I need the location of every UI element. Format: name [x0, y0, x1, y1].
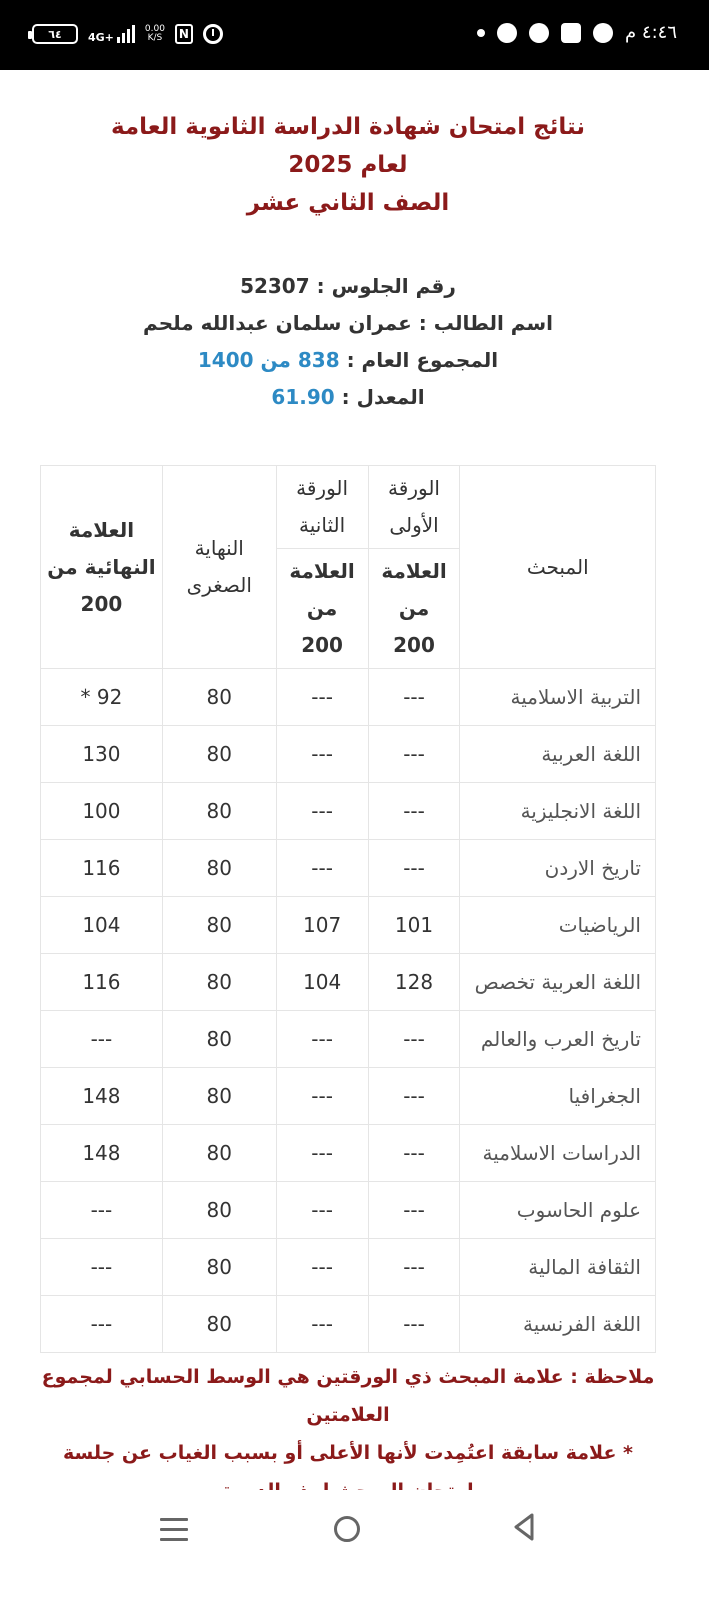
- status-bar-left: [32, 24, 223, 44]
- paper1-cell: ---: [368, 1068, 460, 1125]
- table-row: [41, 1296, 656, 1353]
- navigation-bar: [0, 1490, 709, 1600]
- recents-icon[interactable]: [160, 1518, 188, 1548]
- nfc-icon: N: [175, 24, 193, 44]
- dot-icon: [477, 29, 485, 37]
- paper2-cell: ---: [276, 783, 368, 840]
- paper1-cell: ---: [368, 1239, 460, 1296]
- messages-icon: [529, 23, 549, 43]
- table-row: [41, 669, 656, 726]
- note-previous-mark: * علامة سابقة اعتُمِدت لأنها الأعلى أو بسبب الغياب عن جلسة: [63, 1442, 633, 1464]
- paper2-mark-header: العلامة من 200: [276, 549, 368, 669]
- results-content: [40, 108, 656, 416]
- final-mark-cell: ---: [41, 1182, 163, 1239]
- subject-cell: اللغة الانجليزية: [460, 783, 656, 840]
- table-header: [41, 466, 656, 669]
- minimum-cell: 80: [162, 840, 276, 897]
- subject-cell: التربية الاسلامية: [460, 669, 656, 726]
- total-value: 838: [297, 348, 340, 372]
- table-body: [41, 669, 656, 1353]
- student-info: [40, 268, 656, 416]
- final-mark-cell: 116: [41, 840, 163, 897]
- battery-level: ٦٤: [48, 27, 62, 41]
- paper2-cell: 107: [276, 897, 368, 954]
- student-name: عمران سلمان عبدالله ملحم: [143, 311, 412, 335]
- paper1-cell: ---: [368, 840, 460, 897]
- minimum-cell: 80: [162, 1125, 276, 1182]
- student-name-label: اسم الطالب :: [411, 311, 553, 335]
- final-mark-cell: 104: [41, 897, 163, 954]
- paper1-cell: ---: [368, 669, 460, 726]
- final-mark-cell: 148: [41, 1068, 163, 1125]
- paper2-cell: 104: [276, 954, 368, 1011]
- subject-cell: اللغة الفرنسية: [460, 1296, 656, 1353]
- note-average: ملاحظة : علامة المبحث ذي الورقتين هي الوسط الحسابي لمجموع العلامتين: [41, 1366, 655, 1426]
- clock: ٤:٤٦ م: [625, 22, 677, 43]
- subject-cell: تاريخ العرب والعالم: [460, 1011, 656, 1068]
- average-label: المعدل :: [334, 385, 425, 409]
- minimum-cell: 80: [162, 1296, 276, 1353]
- total-row: [40, 342, 656, 379]
- minimum-cell: 80: [162, 783, 276, 840]
- subject-cell: اللغة العربية تخصص: [460, 954, 656, 1011]
- paper1-cell: 128: [368, 954, 460, 1011]
- exam-year: لعام 2025: [288, 152, 408, 178]
- paper2-cell: ---: [276, 1296, 368, 1353]
- minimum-cell: 80: [162, 1239, 276, 1296]
- final-mark-header: العلامة النهائية من 200: [41, 466, 163, 669]
- signal-icon: [88, 25, 135, 43]
- minimum-cell: 80: [162, 726, 276, 783]
- table-row: [41, 897, 656, 954]
- table-row: [41, 1182, 656, 1239]
- final-mark-cell: ---: [41, 1011, 163, 1068]
- minimum-header: النهاية الصغرى: [162, 466, 276, 669]
- paper1-mark-header: العلامة من 200: [368, 549, 460, 669]
- subject-header: المبحث: [460, 466, 656, 669]
- table-row: [41, 840, 656, 897]
- minimum-cell: 80: [162, 954, 276, 1011]
- final-mark-cell: 100: [41, 783, 163, 840]
- final-mark-cell: ---: [41, 1296, 163, 1353]
- paper2-cell: ---: [276, 1068, 368, 1125]
- subject-cell: تاريخ الاردن: [460, 840, 656, 897]
- paper2-cell: ---: [276, 1239, 368, 1296]
- status-bar: [0, 0, 709, 70]
- paper1-cell: ---: [368, 1296, 460, 1353]
- table-row: [41, 1068, 656, 1125]
- table-row: [41, 726, 656, 783]
- subject-cell: الدراسات الاسلامية: [460, 1125, 656, 1182]
- seat-number-label: رقم الجلوس :: [309, 274, 456, 298]
- alarm-icon: [203, 24, 223, 44]
- paper1-cell: ---: [368, 1182, 460, 1239]
- average-value: 61.90: [271, 385, 335, 409]
- paper2-cell: ---: [276, 1182, 368, 1239]
- student-name-row: [40, 305, 656, 342]
- paper2-cell: ---: [276, 726, 368, 783]
- minimum-cell: 80: [162, 669, 276, 726]
- paper2-header: الورقة الثانية: [276, 466, 368, 549]
- paper1-header: الورقة الأولى: [368, 466, 460, 549]
- average-row: [40, 379, 656, 416]
- whatsapp-icon: [593, 23, 613, 43]
- paper1-cell: ---: [368, 1011, 460, 1068]
- status-bar-right: [477, 22, 677, 43]
- network-speed: 0.00 K/S: [144, 24, 165, 43]
- paper1-cell: ---: [368, 726, 460, 783]
- subject-cell: الجغرافيا: [460, 1068, 656, 1125]
- table-row: [41, 954, 656, 1011]
- final-mark-cell: ---: [41, 1239, 163, 1296]
- subject-cell: الرياضيات: [460, 897, 656, 954]
- minimum-cell: 80: [162, 1182, 276, 1239]
- subject-cell: اللغة العربية: [460, 726, 656, 783]
- total-label: المجموع العام :: [339, 348, 499, 372]
- paper1-cell: ---: [368, 783, 460, 840]
- network-type: 4G+: [88, 31, 114, 44]
- total-of: من: [253, 348, 298, 372]
- minimum-cell: 80: [162, 1068, 276, 1125]
- final-mark-cell: 130: [41, 726, 163, 783]
- paper2-cell: ---: [276, 1011, 368, 1068]
- final-mark-cell: 116: [41, 954, 163, 1011]
- chrome-icon: [497, 23, 517, 43]
- table-row: [41, 1125, 656, 1182]
- battery-icon: [32, 24, 78, 44]
- subject-cell: الثقافة المالية: [460, 1239, 656, 1296]
- table-row: [41, 783, 656, 840]
- paper2-cell: ---: [276, 840, 368, 897]
- table-row: [41, 1239, 656, 1296]
- final-mark-cell: 148: [41, 1125, 163, 1182]
- page-title: نتائج امتحان شهادة الدراسة الثانوية العامة: [110, 114, 586, 140]
- results-table: [40, 465, 656, 1353]
- minimum-cell: 80: [162, 897, 276, 954]
- seat-number: 52307: [240, 274, 310, 298]
- paper1-cell: 101: [368, 897, 460, 954]
- paper2-cell: ---: [276, 669, 368, 726]
- snapchat-icon: [561, 23, 581, 43]
- final-mark-cell: 92 *: [41, 669, 163, 726]
- seat-number-row: [40, 268, 656, 305]
- total-max: 1400: [197, 348, 254, 372]
- grade-level: الصف الثاني عشر: [246, 190, 450, 216]
- back-icon[interactable]: [512, 1512, 536, 1542]
- minimum-cell: 80: [162, 1011, 276, 1068]
- table-row: [41, 1011, 656, 1068]
- notes: [40, 1358, 656, 1490]
- home-icon[interactable]: [334, 1516, 360, 1542]
- subject-cell: علوم الحاسوب: [460, 1182, 656, 1239]
- paper2-cell: ---: [276, 1125, 368, 1182]
- paper1-cell: ---: [368, 1125, 460, 1182]
